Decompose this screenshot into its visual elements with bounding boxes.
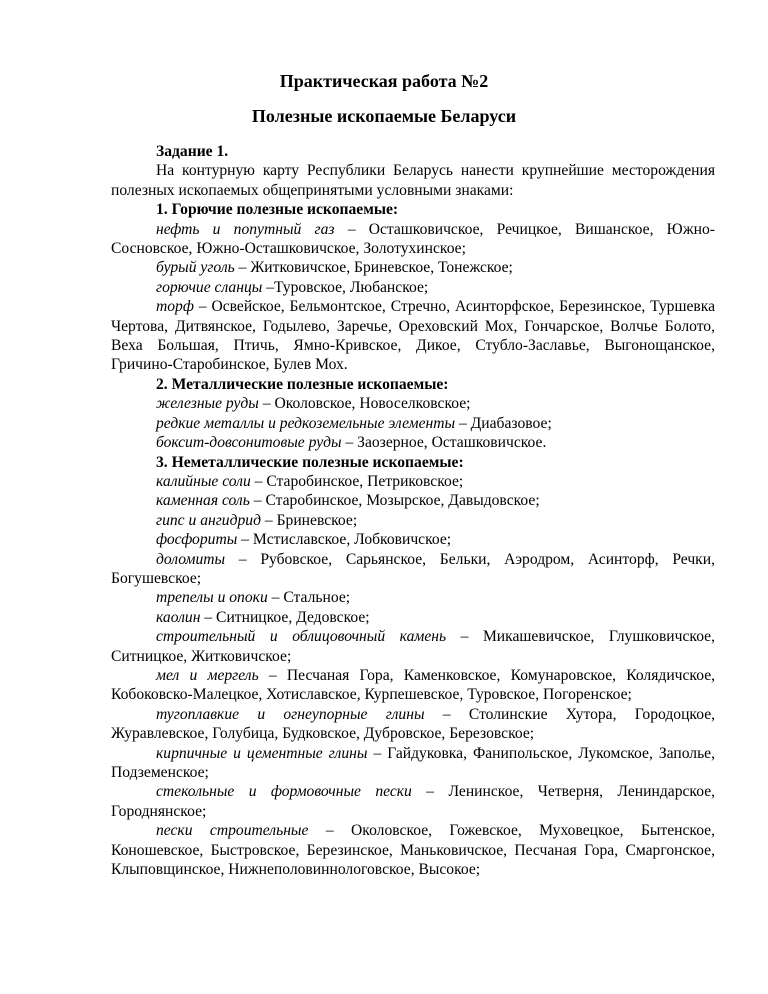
list-item: доломиты – Рубовское, Сарьянское, Бельки, Аэродром, Асинторф, Речки, Богушевское; xyxy=(111,550,715,587)
mineral-type: фосфориты xyxy=(156,531,238,549)
list-item: гипс и ангидрид – Бриневское; xyxy=(156,511,358,529)
section-heading: 3. Неметаллические полезные ископаемые: xyxy=(156,453,464,471)
list-item: бурый уголь – Житковичское, Бриневское, Тонежское; xyxy=(156,259,513,277)
list-item: железные руды – Околовское, Новоселковское; xyxy=(156,395,471,413)
list-item: кирпичные и цементные глины – Гайдуковка, Фанипольское, Лукомское, Заполье, Подземенское; xyxy=(111,744,716,781)
mineral-type: бурый уголь xyxy=(156,259,235,277)
mineral-type: боксит-довсонитовые руды xyxy=(156,434,342,452)
mineral-type: нефть и попутный газ xyxy=(156,220,335,238)
page-subtitle: Полезные ископаемые Беларуси xyxy=(251,106,517,126)
mineral-type: кирпичные и цементные глины xyxy=(156,744,368,762)
list-item: калийные соли – Старобинское, Петриковское; xyxy=(156,472,464,490)
list-item: боксит-довсонитовые руды – Заозерное, Осташковичское. xyxy=(156,434,547,452)
deposit-list: Бриневское; xyxy=(276,511,358,529)
mineral-type: редкие металлы и редкоземельные элементы xyxy=(156,414,456,432)
deposit-list: Туровское, Любанское; xyxy=(274,278,429,296)
deposit-list: Песчаная Гора, Каменковское, Комунаровское, Колядичское, Кобоковско-Малецкое, Хотиславское, Курпешевское, Туровское, Погоренское; xyxy=(111,666,716,704)
mineral-type: пески строительные xyxy=(156,822,309,840)
deposit-list: Заозерное, Осташковичское. xyxy=(357,434,547,452)
deposit-list: Микашевичское, Глушковичское, Ситницкое, Житковичское; xyxy=(111,628,716,665)
task-intro: На контурную карту Республики Беларусь нанести крупнейшие месторождения полезных ископаемых общепринятыми условными знаками: xyxy=(111,162,715,199)
mineral-type: мел и мергель xyxy=(156,666,259,684)
document-body xyxy=(111,142,715,879)
list-item: мел и мергель – Песчаная Гора, Каменковское, Комунаровское, Колядичское, Кобоковско-Малецкое, Хотиславское, Курпешевское, Туровское, Погоренское; xyxy=(111,666,716,704)
mineral-type: тугоплавкие и огнеупорные глины xyxy=(156,705,425,723)
deposit-list: Мстиславское, Лобковичское; xyxy=(252,531,452,549)
deposit-list: Житковичское, Бриневское, Тонежское; xyxy=(250,259,513,277)
mineral-type: железные руды xyxy=(156,395,259,413)
list-item: строительный и облицовочный камень – Микашевичское, Глушковичское, Ситницкое, Житковичское; xyxy=(111,628,716,665)
mineral-type: строительный и облицовочный камень xyxy=(156,628,447,646)
deposit-list: Ситницкое, Дедовское; xyxy=(216,608,370,626)
list-item: каолин – Ситницкое, Дедовское; xyxy=(156,608,370,626)
deposit-list: Околовское, Гожевское, Муховецкое, Бытенское, Коношевское, Быстровское, Березинское, Маньковичское, Песчаная Гора, Смаргонское, Клыповщинское, Нижнеполовиннологовское, Высокое; xyxy=(111,822,716,879)
list-item: трепелы и опоки – Стальное; xyxy=(156,589,351,607)
page-title: Практическая работа №2 xyxy=(279,71,489,91)
list-item: торф – Освейское, Бельмонтское, Стречно, Асинторфское, Березинское, Туршевка Чертова, Дитвянское, Годылево, Заречье, Ореховский Мох, Гончарское, Волчье Болото, Веха Большая, Птичь, Ямно-Кривское, Дикое, Стубло-Заславье, Выгонощанское, Гричино-Старобинское, Булев Мох. xyxy=(111,298,716,374)
deposit-list: Диабазовое; xyxy=(470,414,552,432)
mineral-type: каменная соль xyxy=(156,492,250,510)
deposit-list: Старобинское, Петриковское; xyxy=(266,472,464,490)
mineral-type: гипс и ангидрид xyxy=(156,511,261,529)
list-item: горючие сланцы –Туровское, Любанское; xyxy=(156,278,429,296)
list-item: тугоплавкие и огнеупорные глины – Столинские Хутора, Городоцкое, Журавлевское, Голубица, Будковское, Дубровское, Березовское; xyxy=(111,705,716,743)
mineral-type: трепелы и опоки xyxy=(156,589,268,607)
mineral-type: торф xyxy=(156,298,194,316)
list-item: редкие металлы и редкоземельные элементы – Диабазовое; xyxy=(156,414,552,432)
deposit-list: Освейское, Бельмонтское, Стречно, Асинторфское, Березинское, Туршевка Чертова, Дитвянское, Годылево, Заречье, Ореховский Мох, Гончарское, Волчье Болото, Веха Большая, Птичь, Ямно-Кривское, Дикое, Стубло-Заславье, Выгонощанское, Гричино-Старобинское, Булев Мох. xyxy=(111,298,716,374)
list-item: каменная соль – Старобинское, Мозырское, Давыдовское; xyxy=(156,492,540,510)
deposit-list: Старобинское, Мозырское, Давыдовское; xyxy=(265,492,540,510)
deposit-list: Гайдуковка, Фанипольское, Лукомское, Заполье, Подземенское; xyxy=(111,744,716,781)
list-item: пески строительные – Околовское, Гожевское, Муховецкое, Бытенское, Коношевское, Быстровское, Березинское, Маньковичское, Песчаная Гора, Смаргонское, Клыповщинское, Нижнеполовиннологовское, Высокое; xyxy=(111,822,716,879)
mineral-type: каолин xyxy=(156,608,201,626)
mineral-type: стекольные и формовочные пески xyxy=(156,783,412,801)
list-item: фосфориты – Мстиславское, Лобковичское; xyxy=(156,531,452,549)
deposit-list: Осташковичское, Речицкое, Вишанское, Южно-Сосновское, Южно-Осташковичское, Золотухинское; xyxy=(111,220,716,258)
deposit-list: Рубовское, Сарьянское, Бельки, Аэродром, Асинторф, Речки, Богушевское; xyxy=(111,550,715,587)
deposit-list: Ленинское, Четверня, Лениндарское, Городнянское; xyxy=(111,783,716,820)
list-item: нефть и попутный газ – Осташковичское, Речицкое, Вишанское, Южно-Сосновское, Южно-Осташковичское, Золотухинское; xyxy=(111,220,716,258)
section-heading: 2. Металлические полезные ископаемые: xyxy=(156,375,449,393)
task-heading: Задание 1. xyxy=(156,143,229,160)
section-heading: 1. Горючие полезные ископаемые: xyxy=(156,201,399,219)
list-item: стекольные и формовочные пески – Ленинское, Четверня, Лениндарское, Городнянское; xyxy=(111,783,716,820)
mineral-type: горючие сланцы xyxy=(156,278,263,296)
mineral-type: калийные соли xyxy=(156,472,251,490)
deposit-list: Столинские Хутора, Городоцкое, Журавлевское, Голубица, Будковское, Дубровское, Березовское; xyxy=(111,705,716,743)
deposit-list: Стальное; xyxy=(283,589,351,607)
deposit-list: Околовское, Новоселковское; xyxy=(274,395,471,413)
mineral-type: доломиты xyxy=(156,550,226,568)
